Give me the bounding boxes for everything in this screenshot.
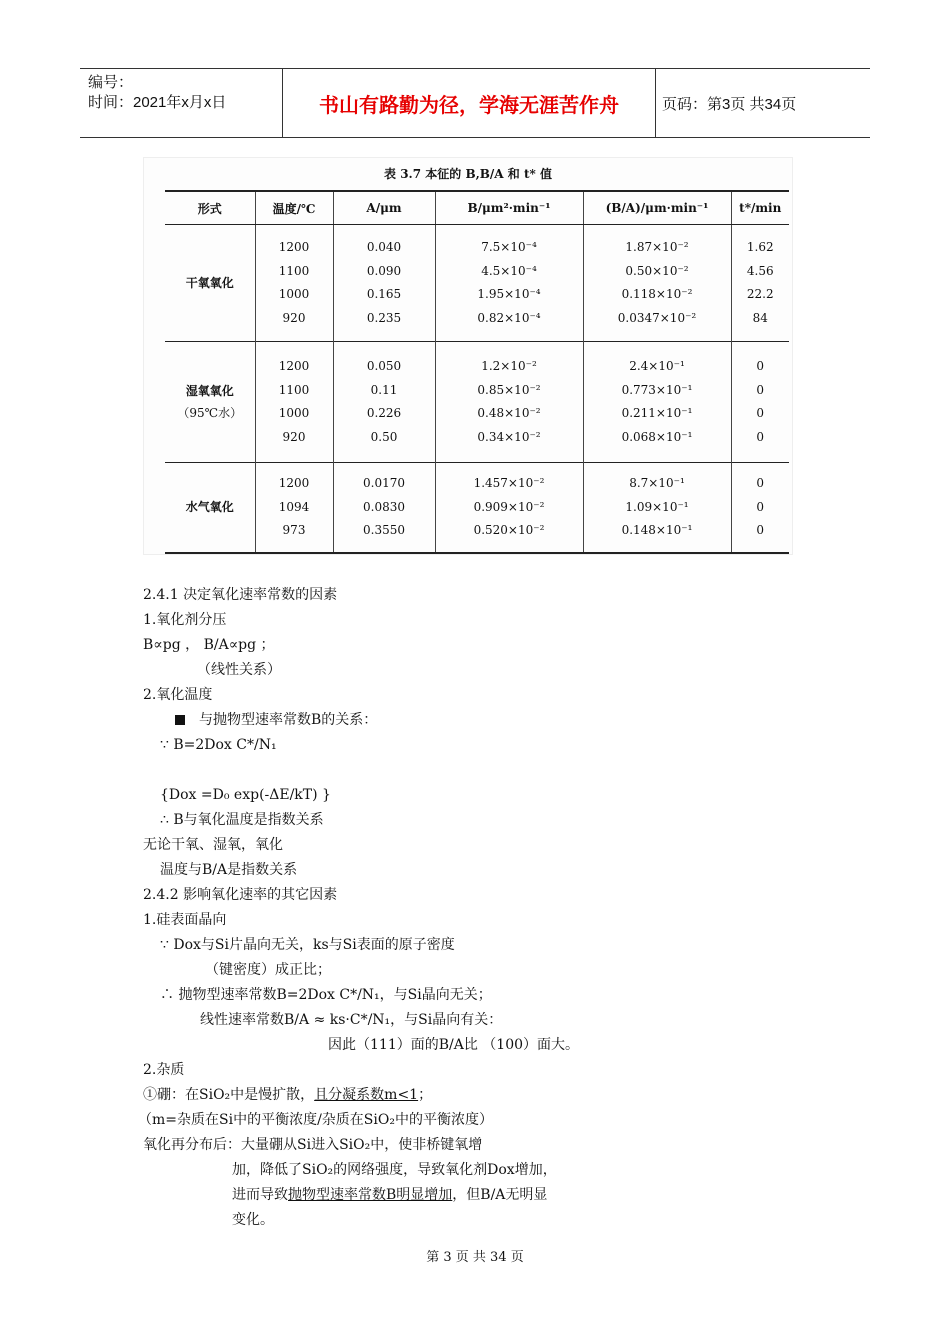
col-header: (B/A)/μm·min⁻¹ <box>583 191 731 225</box>
cell-value: 0.520×10⁻² <box>473 523 545 537</box>
ba-cell <box>583 342 731 463</box>
cell-value: 920 <box>282 429 306 444</box>
formula-line: {Dox =D₀ exp(-ΔE/kT) } <box>160 787 331 803</box>
cell-value: 1000 <box>278 287 310 301</box>
b-cell <box>435 225 583 342</box>
paragraph-line: 温度与B/A是指数关系 <box>160 862 298 878</box>
col-header: A/μm <box>333 191 435 225</box>
paragraph-line: （键密度）成正比； <box>205 962 331 978</box>
paragraph-line: 加，降低了SiO₂的网络强度，导致氧化剂Dox增加， <box>232 1162 557 1178</box>
cell-value: 0.0170 <box>363 476 405 490</box>
cell-value: 2.4×10⁻¹ <box>629 359 685 373</box>
cell-value: 0 <box>756 429 765 444</box>
cell-value: 973 <box>282 523 306 537</box>
cell-value: 0.211×10⁻¹ <box>621 406 693 420</box>
bullet-line <box>175 710 377 730</box>
ba-cell <box>583 463 731 553</box>
cell-value: 4.56 <box>746 263 774 278</box>
cell-value: 1.2×10⁻² <box>481 359 537 373</box>
table-row <box>165 225 789 342</box>
cell-value: 0 <box>756 382 765 397</box>
paragraph-line <box>232 1185 547 1205</box>
cell-value: 7.5×10⁻⁴ <box>481 240 537 254</box>
paragraph-line: B∝pg ， B/A∝pg ； <box>143 637 275 653</box>
table-row <box>165 463 789 553</box>
cell-value: 0.068×10⁻¹ <box>621 429 693 444</box>
col-header: 形式 <box>165 191 255 225</box>
section-heading-242: 2.4.2 影响氧化速率的其它因素 <box>143 887 338 903</box>
a-cell <box>333 463 435 553</box>
cell-value: 0.0830 <box>363 499 405 514</box>
cell-value: 1000 <box>278 406 310 420</box>
group-name: 水气氧化 <box>165 463 255 553</box>
cell-value: 1094 <box>278 499 310 514</box>
table-row <box>165 342 789 463</box>
cell-value: 0.85×10⁻² <box>477 382 541 397</box>
cell-value: 1200 <box>278 359 310 373</box>
section-heading-241: 2.4.1 决定氧化速率常数的因素 <box>143 587 338 603</box>
paragraph-line: ∵ Dox与Si片晶向无关，ks与Si表面的原子密度 <box>160 937 455 953</box>
table-header-row <box>165 191 789 225</box>
cell-value: 0.090 <box>366 263 402 278</box>
cell-value: 0.34×10⁻² <box>477 429 541 444</box>
paragraph-line: （m=杂质在Si中的平衡浓度/杂质在SiO₂中的平衡浓度） <box>138 1112 493 1128</box>
cell-value: 0.909×10⁻² <box>473 499 545 514</box>
col-header: t*/min <box>731 191 789 225</box>
paragraph-line: ∴ 抛物型速率常数B=2Dox C*/N₁，与Si晶向无关； <box>160 987 492 1003</box>
doc-number-label: 编号： <box>88 74 134 91</box>
cell-value: 0.226 <box>366 406 402 420</box>
cell-value: 84 <box>752 310 768 325</box>
doc-time: 时间：2021年x月x日 <box>88 94 227 111</box>
header-page-info: 页码：第3页 共34页 <box>662 96 797 113</box>
ba-cell <box>583 225 731 342</box>
cell-value: 0.165 <box>366 287 402 301</box>
cell-value: 1.62 <box>746 240 774 254</box>
item-heading: 2.杂质 <box>143 1062 185 1078</box>
oxidation-data-table <box>165 190 789 554</box>
cell-value: 0 <box>756 523 765 537</box>
cell-value: 0 <box>756 406 765 420</box>
page-footer: 第 3 页 共 34 页 <box>426 1250 524 1265</box>
group-name: 湿氧氧化 <box>185 384 234 398</box>
cell-value: 0.235 <box>366 310 402 325</box>
cell-value: 4.5×10⁻⁴ <box>481 263 537 278</box>
paragraph-line: 氧化再分布后：大量硼从Si进入SiO₂中，使非桥键氧增 <box>143 1137 483 1153</box>
header-meta <box>88 73 278 113</box>
oxidation-table-figure <box>143 157 793 555</box>
paragraph-line: （线性关系） <box>197 662 281 678</box>
cell-value: 0.0347×10⁻² <box>617 310 697 325</box>
text-span: ①硼：在SiO₂中是慢扩散， <box>143 1087 315 1103</box>
cell-value: 1100 <box>278 382 310 397</box>
cell-value: 1100 <box>278 263 310 278</box>
group-name: 干氧氧化 <box>165 225 255 342</box>
underlined-text: 抛物型速率常数B明显增加 <box>288 1187 453 1203</box>
cell-value: 1200 <box>278 476 310 490</box>
bullet-text: 与抛物型速率常数B的关系： <box>199 712 378 728</box>
cell-value: 0.3550 <box>363 523 405 537</box>
temp-cell <box>255 463 333 553</box>
item-heading: 1.氧化剂分压 <box>143 612 227 628</box>
group-name-cell <box>165 342 255 463</box>
t-cell <box>731 463 789 553</box>
paragraph-line: ∴ B与氧化温度是指数关系 <box>160 812 324 828</box>
col-header: B/μm²·min⁻¹ <box>435 191 583 225</box>
cell-value: 0.11 <box>370 382 398 397</box>
cell-value: 1200 <box>278 240 310 254</box>
table-caption: 表 3.7 本征的 B,B/A 和 t* 值 <box>384 167 552 181</box>
b-cell <box>435 463 583 553</box>
cell-value: 0.118×10⁻² <box>621 287 693 301</box>
cell-value: 0.050 <box>366 359 402 373</box>
paragraph-line <box>143 1085 432 1105</box>
header-slogan: 书山有路勤为径，学海无涯苦作舟 <box>282 69 656 137</box>
item-heading: 2.氧化温度 <box>143 687 213 703</box>
square-bullet-icon <box>175 715 185 725</box>
cell-value: 0 <box>756 476 765 490</box>
cell-value: 0.040 <box>366 240 402 254</box>
cell-value: 920 <box>282 310 306 325</box>
cell-value: 1.457×10⁻² <box>473 476 545 490</box>
cell-value: 1.95×10⁻⁴ <box>477 287 541 301</box>
a-cell <box>333 225 435 342</box>
cell-value: 0 <box>756 359 765 373</box>
paragraph-line: 变化。 <box>232 1212 274 1228</box>
text-span: ，但B/A无明显 <box>452 1187 548 1203</box>
cell-value: 1.87×10⁻² <box>625 240 689 254</box>
a-cell <box>333 342 435 463</box>
text-span: ； <box>418 1087 433 1103</box>
cell-value: 0.50 <box>370 429 398 444</box>
cell-value: 0.48×10⁻² <box>477 406 541 420</box>
cell-value: 0.50×10⁻² <box>625 263 689 278</box>
cell-value: 0 <box>756 499 765 514</box>
b-cell <box>435 342 583 463</box>
group-subname: （95℃水） <box>177 406 243 420</box>
paragraph-line: 因此（111）面的B/A比 （100）面大。 <box>328 1037 580 1053</box>
paragraph-line: 无论干氧、湿氧，氧化 <box>143 837 283 853</box>
cell-value: 1.09×10⁻¹ <box>625 499 689 514</box>
page-header <box>80 68 870 138</box>
cell-value: 22.2 <box>746 287 774 301</box>
cell-value: 8.7×10⁻¹ <box>629 476 685 490</box>
cell-value: 0.82×10⁻⁴ <box>477 310 541 325</box>
paragraph-line: 线性速率常数B/A ≈ ks·C*/N₁，与Si晶向有关： <box>200 1012 503 1028</box>
cell-value: 0.773×10⁻¹ <box>621 382 693 397</box>
temp-cell <box>255 225 333 342</box>
col-header: 温度/℃ <box>255 191 333 225</box>
cell-value: 0.148×10⁻¹ <box>621 523 693 537</box>
t-cell <box>731 342 789 463</box>
formula-line: ∵ B=2Dox C*/N₁ <box>160 737 277 753</box>
text-span: 进而导致 <box>232 1187 288 1203</box>
temp-cell <box>255 342 333 463</box>
underlined-text: 且分凝系数m<1 <box>314 1087 419 1103</box>
t-cell <box>731 225 789 342</box>
item-heading: 1.硅表面晶向 <box>143 912 227 928</box>
